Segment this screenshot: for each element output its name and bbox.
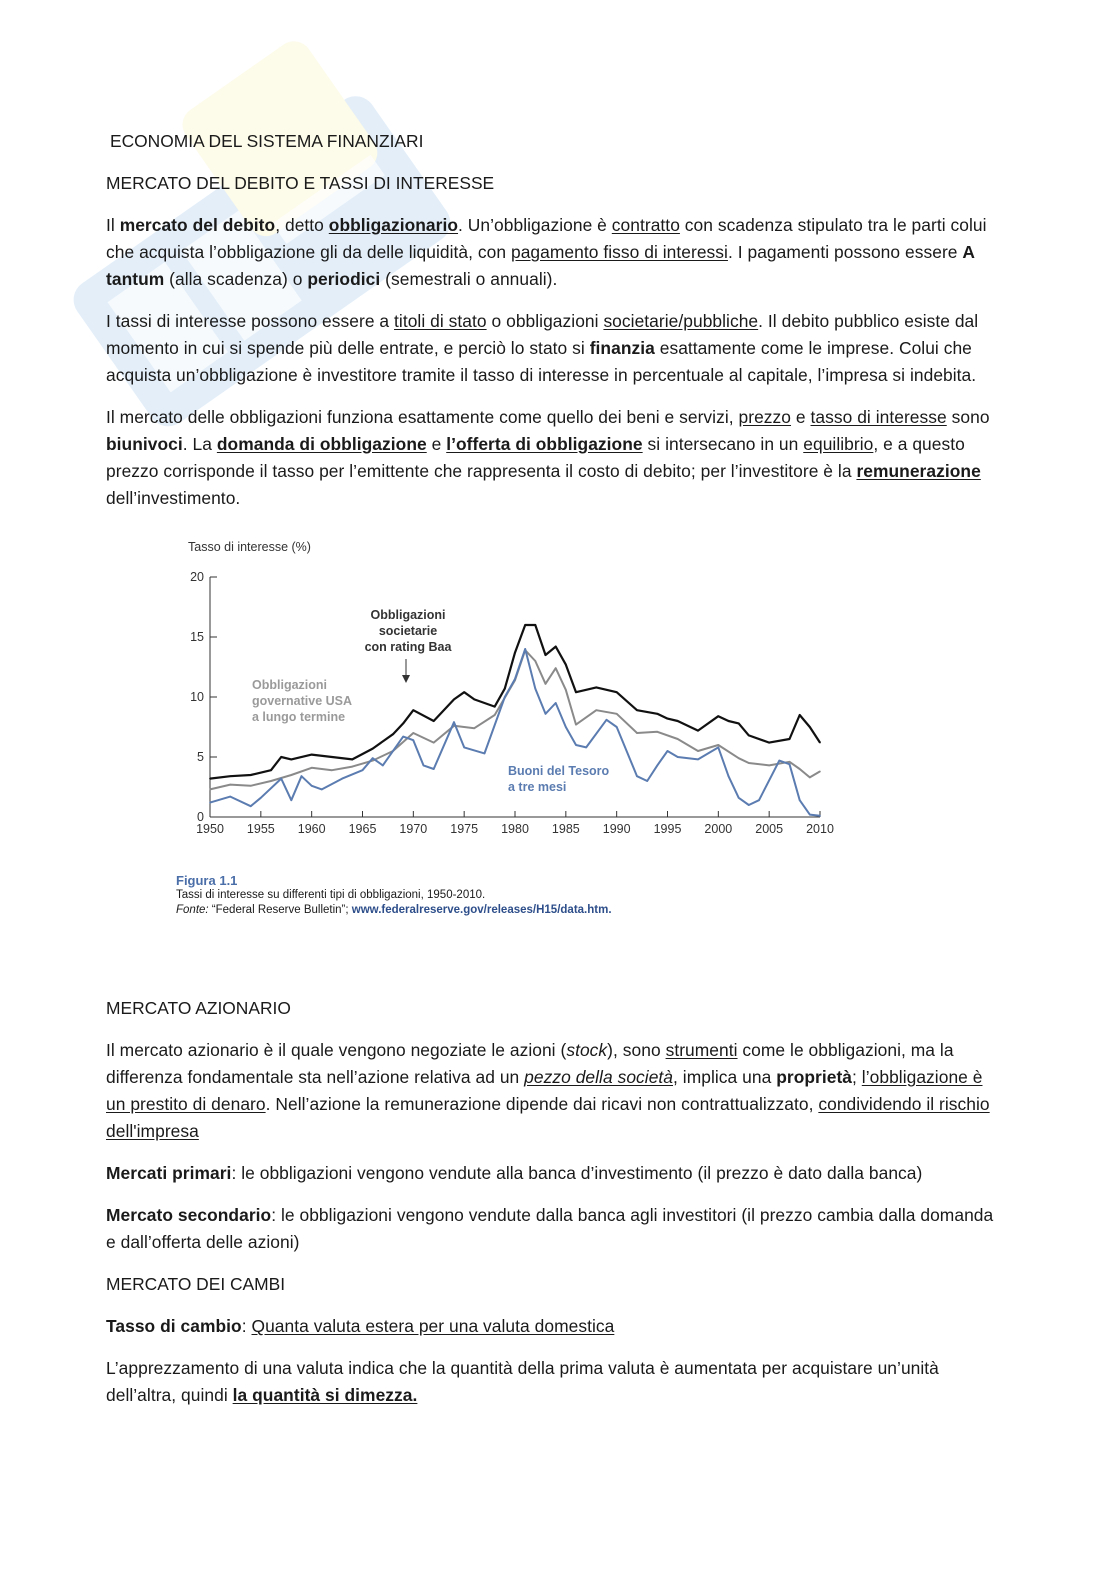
annotation-0: Obbligazioni societarie con rating Baa bbox=[364, 608, 452, 654]
series-1-point bbox=[331, 769, 333, 771]
series-1-point bbox=[494, 714, 496, 716]
series-1-point bbox=[555, 667, 557, 669]
series-2-point bbox=[524, 648, 526, 650]
series-1-point bbox=[789, 761, 791, 763]
y-tick-label: 10 bbox=[190, 690, 204, 704]
series-0-point bbox=[565, 664, 567, 666]
section-heading-cambi: MERCATO DEI CAMBI bbox=[106, 1274, 286, 1294]
figure-source: Fonte: “Federal Reserve Bulletin”; www.federalreserve.gov/releases/H15/data.htm. bbox=[176, 904, 612, 916]
interest-rate-chart bbox=[170, 527, 850, 867]
series-2-point bbox=[433, 768, 435, 770]
series-2-point bbox=[555, 702, 557, 704]
series-0-point bbox=[718, 715, 720, 717]
series-2-point bbox=[321, 789, 323, 791]
series-2-point bbox=[667, 750, 669, 752]
series-2-point bbox=[311, 785, 313, 787]
series-2-point bbox=[484, 753, 486, 755]
y-tick-label: 20 bbox=[190, 570, 204, 584]
x-tick-label: 1965 bbox=[348, 822, 377, 836]
annotation-2: Buoni del Tesoro a tre mesi bbox=[508, 764, 610, 794]
document-title: ECONOMIA DEL SISTEMA FINANZIARI bbox=[110, 131, 424, 151]
series-1-point bbox=[809, 777, 811, 779]
series-1-point bbox=[819, 771, 821, 773]
series-0-point bbox=[413, 709, 415, 711]
series-0-point bbox=[524, 624, 526, 626]
series-0-point bbox=[657, 713, 659, 715]
figure-caption bbox=[176, 873, 612, 918]
series-0-point bbox=[697, 730, 699, 732]
series-2-point bbox=[585, 747, 587, 749]
section-heading-azionario: MERCATO AZIONARIO bbox=[106, 998, 291, 1018]
series-2-point bbox=[779, 760, 781, 762]
series-2-point bbox=[423, 765, 425, 767]
paragraph-mercato-debito: Il mercato del debito, detto obbligazionario. Un’obbligazione è contratto con scadenza stipulato tra le parti colui che acquista l’obbligazione gli da delle liquidità, con pagamento fisso di interessi. I pagamenti possono essere A tantum (alla scadenza) o periodici (semestrali o annuali). bbox=[106, 215, 987, 289]
annotation-arrowhead bbox=[402, 675, 410, 683]
series-1-point bbox=[799, 768, 801, 770]
series-0-point bbox=[555, 646, 557, 648]
x-tick-label: 1970 bbox=[399, 822, 428, 836]
series-1-point bbox=[270, 780, 272, 782]
series-0-point bbox=[789, 738, 791, 740]
series-2-point bbox=[636, 775, 638, 777]
series-0-point bbox=[280, 756, 282, 758]
figure-1-1 bbox=[106, 527, 1006, 987]
x-tick-label: 1985 bbox=[551, 822, 580, 836]
series-0-point bbox=[596, 687, 598, 689]
x-tick-label: 1995 bbox=[653, 822, 682, 836]
series-0-point bbox=[230, 775, 232, 777]
series-2-point bbox=[535, 688, 537, 690]
series-0-point bbox=[748, 735, 750, 737]
series-0-point bbox=[291, 759, 293, 761]
series-2-point bbox=[504, 696, 506, 698]
series-1-point bbox=[636, 732, 638, 734]
series-1-point bbox=[250, 785, 252, 787]
x-tick-label: 2000 bbox=[704, 822, 733, 836]
series-1-point bbox=[535, 660, 537, 662]
series-2-point bbox=[382, 765, 384, 767]
document-page bbox=[106, 128, 1006, 1424]
series-1-point bbox=[545, 683, 547, 685]
series-2-point bbox=[362, 769, 364, 771]
series-2-point bbox=[291, 799, 293, 801]
series-2-point bbox=[677, 756, 679, 758]
series-0-point bbox=[463, 691, 465, 693]
series-0-point bbox=[667, 718, 669, 720]
series-2-point bbox=[260, 797, 262, 799]
series-1-point bbox=[565, 689, 567, 691]
section-heading-debito: MERCATO DEL DEBITO E TASSI DI INTERESSE bbox=[106, 173, 495, 193]
series-0-point bbox=[331, 756, 333, 758]
series-2-point bbox=[250, 805, 252, 807]
series-1-point bbox=[697, 750, 699, 752]
paragraph-tasso-cambio: Tasso di cambio: Quanta valuta estera per una valuta domestica bbox=[106, 1316, 615, 1336]
series-0-point bbox=[809, 726, 811, 728]
x-tick-label: 1960 bbox=[297, 822, 326, 836]
series-2-point bbox=[646, 780, 648, 782]
series-2-point bbox=[402, 736, 404, 738]
x-tick-label: 1980 bbox=[501, 822, 529, 836]
series-2-point bbox=[341, 778, 343, 780]
series-1-point bbox=[433, 742, 435, 744]
y-tick-label: 0 bbox=[197, 810, 204, 824]
series-1-point bbox=[291, 774, 293, 776]
series-2-point bbox=[372, 757, 374, 759]
series-1-point bbox=[768, 765, 770, 767]
annotation-1: Obbligazioni governative USA a lungo termine bbox=[252, 678, 353, 724]
series-0-point bbox=[250, 774, 252, 776]
series-2-point bbox=[738, 797, 740, 799]
series-2-point bbox=[565, 726, 567, 728]
series-2-point bbox=[657, 765, 659, 767]
series-0-point bbox=[433, 720, 435, 722]
series-2-point bbox=[230, 796, 232, 798]
series-0-point bbox=[474, 699, 476, 701]
paragraph-mercato-obbligazioni: Il mercato delle obbligazioni funziona esattamente come quello dei beni e servizi, prezzo e tasso di interesse sono biunivoci. La domanda di obbligazione e l’offerta di obbligazione si intersecano in un equilibrio, e a questo prezzo corrisponde il tasso per l’emittente che rappresenta il costo di debito; per l’investitore è la remunerazione dell’investimento. bbox=[106, 407, 990, 508]
series-0-point bbox=[768, 742, 770, 744]
series-1-point bbox=[616, 713, 618, 715]
series-0-point bbox=[585, 689, 587, 691]
series-2-point bbox=[799, 799, 801, 801]
series-2-point bbox=[809, 814, 811, 816]
series-2-point bbox=[545, 713, 547, 715]
series-0-point bbox=[514, 652, 516, 654]
series-1-point bbox=[738, 757, 740, 759]
series-1-point bbox=[352, 766, 354, 768]
series-0-point bbox=[392, 733, 394, 735]
series-1-point bbox=[230, 784, 232, 786]
series-0-point bbox=[616, 691, 618, 693]
series-0-point bbox=[270, 769, 272, 771]
series-1-point bbox=[311, 767, 313, 769]
figure-source-url: www.federalreserve.gov/releases/H15/data.htm. bbox=[351, 904, 612, 916]
y-tick-label: 15 bbox=[190, 630, 204, 644]
series-0-point bbox=[819, 742, 821, 744]
series-0-point bbox=[545, 654, 547, 656]
x-tick-label: 1950 bbox=[196, 822, 224, 836]
series-2-point bbox=[758, 799, 760, 801]
series-2-point bbox=[463, 747, 465, 749]
series-1-point bbox=[209, 789, 211, 791]
series-1-point bbox=[413, 732, 415, 734]
series-0-point bbox=[728, 720, 730, 722]
series-2-point bbox=[301, 775, 303, 777]
series-0-point bbox=[799, 714, 801, 716]
series-2-point bbox=[616, 726, 618, 728]
series-0-point bbox=[209, 778, 211, 780]
y-axis-label: Tasso di interesse (%) bbox=[188, 540, 311, 554]
x-tick-label: 1975 bbox=[450, 822, 479, 836]
series-2-point bbox=[453, 721, 455, 723]
figure-description: Tassi di interesse su differenti tipi di obbligazioni, 1950-2010. bbox=[176, 889, 486, 901]
x-tick-label: 2005 bbox=[755, 822, 784, 836]
series-0-point bbox=[402, 723, 404, 725]
series-0-point bbox=[575, 691, 577, 693]
series-2-point bbox=[575, 744, 577, 746]
series-1-point bbox=[748, 762, 750, 764]
series-0-point bbox=[738, 723, 740, 725]
series-2-point bbox=[413, 739, 415, 741]
series-0-point bbox=[494, 706, 496, 708]
y-tick-label: 5 bbox=[197, 750, 204, 764]
series-0-point bbox=[677, 720, 679, 722]
series-1-point bbox=[718, 744, 720, 746]
series-2-point bbox=[718, 747, 720, 749]
series-2-point bbox=[606, 719, 608, 721]
series-2-point bbox=[748, 804, 750, 806]
series-2-point bbox=[819, 815, 821, 817]
series-0-point bbox=[372, 748, 374, 750]
series-1-point bbox=[657, 731, 659, 733]
series-0-point bbox=[453, 699, 455, 701]
series-1-point bbox=[596, 709, 598, 711]
paragraph-mercati-primari: Mercati primari: le obbligazioni vengono vendute alla banca d’investimento (il prezzo è dato dalla banca) bbox=[106, 1163, 923, 1183]
series-2-point bbox=[514, 678, 516, 680]
series-0-point bbox=[311, 754, 313, 756]
x-tick-label: 2010 bbox=[806, 822, 834, 836]
series-1-point bbox=[474, 727, 476, 729]
series-2-point bbox=[697, 759, 699, 761]
x-tick-label: 1990 bbox=[602, 822, 631, 836]
series-2-point bbox=[728, 775, 730, 777]
paragraph-tassi-interesse: I tassi di interesse possono essere a titoli di stato o obbligazioni societarie/pubbliche. Il debito pubblico esiste dal momento in cui si spende più delle entrate, e perciò lo stato si finanzia esattamente come le imprese. Colui che acquista un’obbligazione è investitore tramite il tasso di interesse in percentuale al capitale, l’impresa si indebita. bbox=[106, 311, 979, 385]
figure-number: Figura 1.1 bbox=[176, 873, 238, 888]
series-0-point bbox=[504, 688, 506, 690]
series-0-point bbox=[535, 624, 537, 626]
x-tick-label: 1955 bbox=[246, 822, 275, 836]
paragraph-mercato-azionario: Il mercato azionario è il quale vengono negoziate le azioni (stock), sono strumenti come le obbligazioni, ma la differenza fondamentale sta nell’azione relativa ad un pezzo della società, implica una proprietà; l’obbligazione è un prestito di denaro. Nell’azione la remunerazione dipende dai ricavi non contrattualizzato, condividendo il rischio dell'impresa bbox=[106, 1040, 990, 1141]
series-1-point bbox=[575, 724, 577, 726]
series-2-point bbox=[280, 778, 282, 780]
paragraph-mercato-secondario: Mercato secondario: le obbligazioni vengono vendute dalla banca agli investitori (il prezzo cambia dalla domanda e dall’offerta delle azioni) bbox=[106, 1205, 994, 1252]
series-2-point bbox=[209, 802, 211, 804]
series-0-point bbox=[636, 709, 638, 711]
series-2-point bbox=[789, 763, 791, 765]
paragraph-apprezzamento: L’apprezzamento di una valuta indica che la quantità della prima valuta è aumentata per acquistare un’unità dell’altra, quindi la quantità si dimezza. bbox=[106, 1358, 939, 1405]
series-1-point bbox=[677, 738, 679, 740]
series-0-point bbox=[352, 759, 354, 761]
